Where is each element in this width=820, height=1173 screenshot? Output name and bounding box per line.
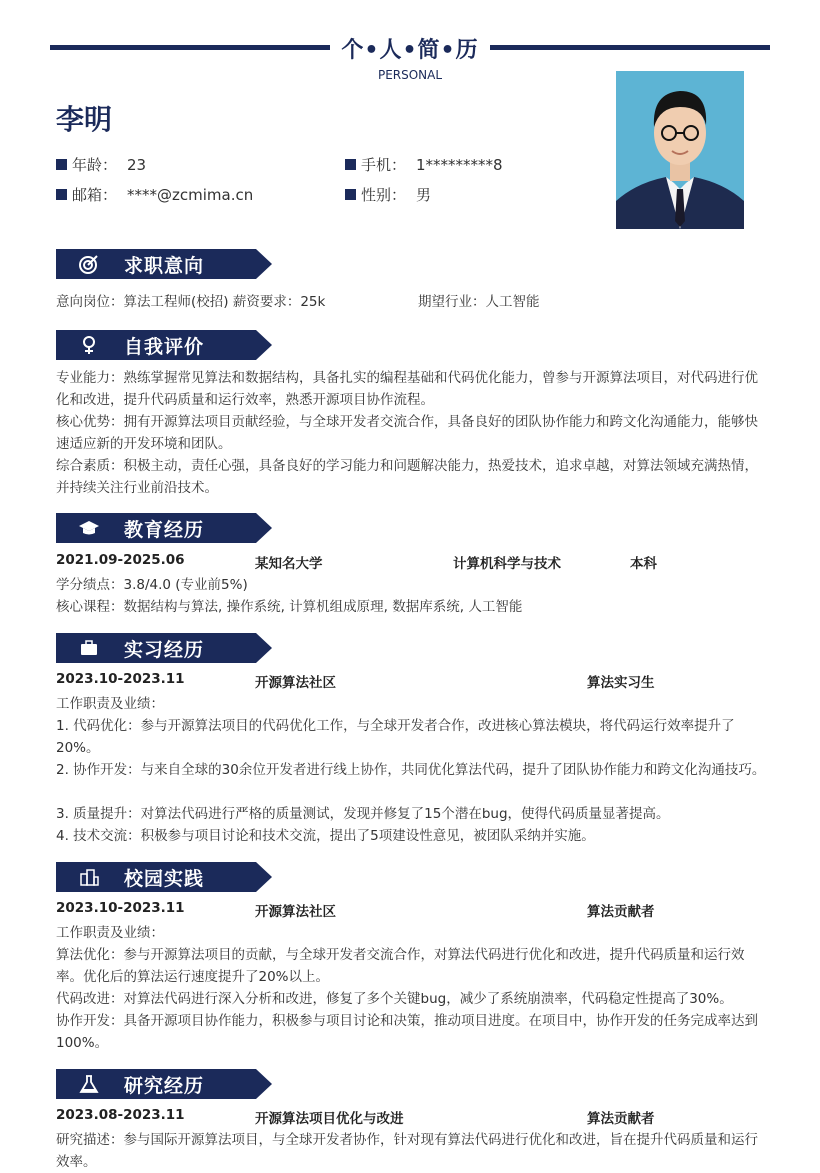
gender-label: 性别： (361, 186, 407, 204)
age-value: 23 (127, 155, 147, 174)
self-eval-line: 综合素质：积极主动，责任心强，具备良好的学习能力和问题解决能力，热爱技术，追求卓越，对算法领域充满热情，并持续关注行业前沿技术。 (56, 458, 758, 496)
internship-item: 1. 代码优化：参与开源算法项目的代码优化工作，与全球开发者合作，改进核心算法模块，将代码运行效率提升了20%。 (56, 718, 735, 756)
flower-icon (78, 335, 100, 355)
research-role: 算法贡献者 (587, 1111, 655, 1127)
graduation-cap-icon (78, 518, 100, 538)
education-major: 计算机科学与技术 (453, 556, 561, 572)
target-icon (78, 254, 100, 274)
campus-role: 算法贡献者 (587, 904, 655, 920)
section-title: 教育经历 (124, 519, 205, 541)
internship-item: 2. 协作开发：与来自全球的30余位开发者进行线上协作，共同优化算法代码，提升了团队协作能力和跨文化沟通技巧。 (56, 762, 766, 778)
bullet-square (56, 189, 67, 200)
campus-item: 算法优化：参与开源算法项目的贡献，与全球开发者交流合作，对算法代码进行优化和改进，提升代码质量和运行效率。优化后的算法运行速度提升了20%以上。 (56, 947, 745, 985)
section-header-campus (56, 862, 272, 892)
internship-item: 4. 技术交流：积极参与项目讨论和技术交流，提出了5项建设性意见，被团队采纳并实施。 (56, 828, 595, 844)
header-rule-left (50, 45, 330, 50)
internship-item: 3. 质量提升：对算法代码进行严格的质量测试，发现并修复了15个潜在bug，使得代码质量显著提高。 (56, 806, 670, 822)
bullet-square (56, 159, 67, 170)
section-header-internship (56, 633, 272, 663)
page-subtitle: PERSONAL (377, 68, 443, 82)
internship-period: 2023.10-2023.11 (56, 671, 185, 687)
candidate-name: 李明 (56, 103, 113, 136)
intent-industry: 期望行业：人工智能 (418, 294, 540, 310)
research-desc: 研究描述：参与国际开源算法项目，与全球开发者协作，针对现有算法代码进行优化和改进，旨在提升代码质量和运行效率。 (56, 1132, 758, 1170)
campus-org: 开源算法社区 (255, 904, 336, 920)
campus-item: 协作开发：具备开源项目协作能力，积极参与项目讨论和决策，推动项目进度。在项目中，协作开发的任务完成率达到100%。 (56, 1013, 758, 1051)
campus-item: 代码改进：对算法代码进行深入分析和改进，修复了多个关键bug，减少了系统崩溃率，代码稳定性提高了30%。 (56, 991, 733, 1007)
internship-role: 算法实习生 (587, 675, 655, 691)
education-school: 某知名大学 (255, 556, 323, 572)
email-value: ****@zcmima.cn (127, 185, 254, 204)
education-period: 2021.09-2025.06 (56, 552, 185, 568)
research-period: 2023.08-2023.11 (56, 1107, 185, 1123)
gender-value: 男 (416, 186, 432, 204)
section-title: 实习经历 (124, 639, 205, 661)
email-info (56, 184, 253, 205)
section-header-education (56, 513, 272, 543)
gender-info (345, 184, 431, 205)
phone-label: 手机： (361, 156, 407, 174)
profile-photo (616, 71, 744, 229)
education-courses: 核心课程：数据结构与算法, 操作系统, 计算机组成原理, 数据库系统, 人工智能 (56, 599, 523, 615)
section-title: 自我评价 (124, 336, 205, 358)
age-label: 年龄： (72, 156, 118, 174)
research-project: 开源算法项目优化与改进 (255, 1111, 404, 1127)
internship-intro: 工作职责及业绩： (56, 696, 164, 712)
self-eval-line: 核心优势：拥有开源算法项目贡献经验，与全球开发者交流合作，具备良好的团队协作能力和跨文化沟通能力，能够快速适应新的开发环境和团队。 (56, 414, 758, 452)
internship-org: 开源算法社区 (255, 675, 336, 691)
page-title: 个•人•简•历 (341, 38, 479, 63)
section-header-self-eval (56, 330, 272, 360)
age-info (56, 154, 146, 175)
phone-value: 1*********8 (416, 155, 503, 174)
phone-info (345, 154, 503, 175)
education-degree: 本科 (630, 556, 657, 572)
section-title: 求职意向 (124, 255, 205, 277)
self-eval-line: 专业能力：熟练掌握常见算法和数据结构，具备扎实的编程基础和代码优化能力，曾参与开源算法项目，对代码进行优化和改进，提升代码质量和运行效率，熟悉开源项目协作流程。 (56, 370, 758, 408)
header-rule-right (490, 45, 770, 50)
campus-intro: 工作职责及业绩： (56, 925, 164, 941)
campus-period: 2023.10-2023.11 (56, 900, 185, 916)
section-title: 研究经历 (124, 1075, 205, 1097)
intent-position: 意向岗位：算法工程师(校招) 薪资要求：25k (56, 294, 326, 310)
flask-icon (78, 1074, 100, 1094)
education-gpa: 学分绩点：3.8/4.0 (专业前5%) (56, 577, 248, 593)
bullet-square (345, 159, 356, 170)
section-header-research (56, 1069, 272, 1099)
building-icon (78, 867, 100, 887)
briefcase-icon (78, 638, 100, 658)
email-label: 邮箱： (72, 186, 118, 204)
section-title: 校园实践 (124, 868, 205, 890)
section-header-intent (56, 249, 272, 279)
bullet-square (345, 189, 356, 200)
